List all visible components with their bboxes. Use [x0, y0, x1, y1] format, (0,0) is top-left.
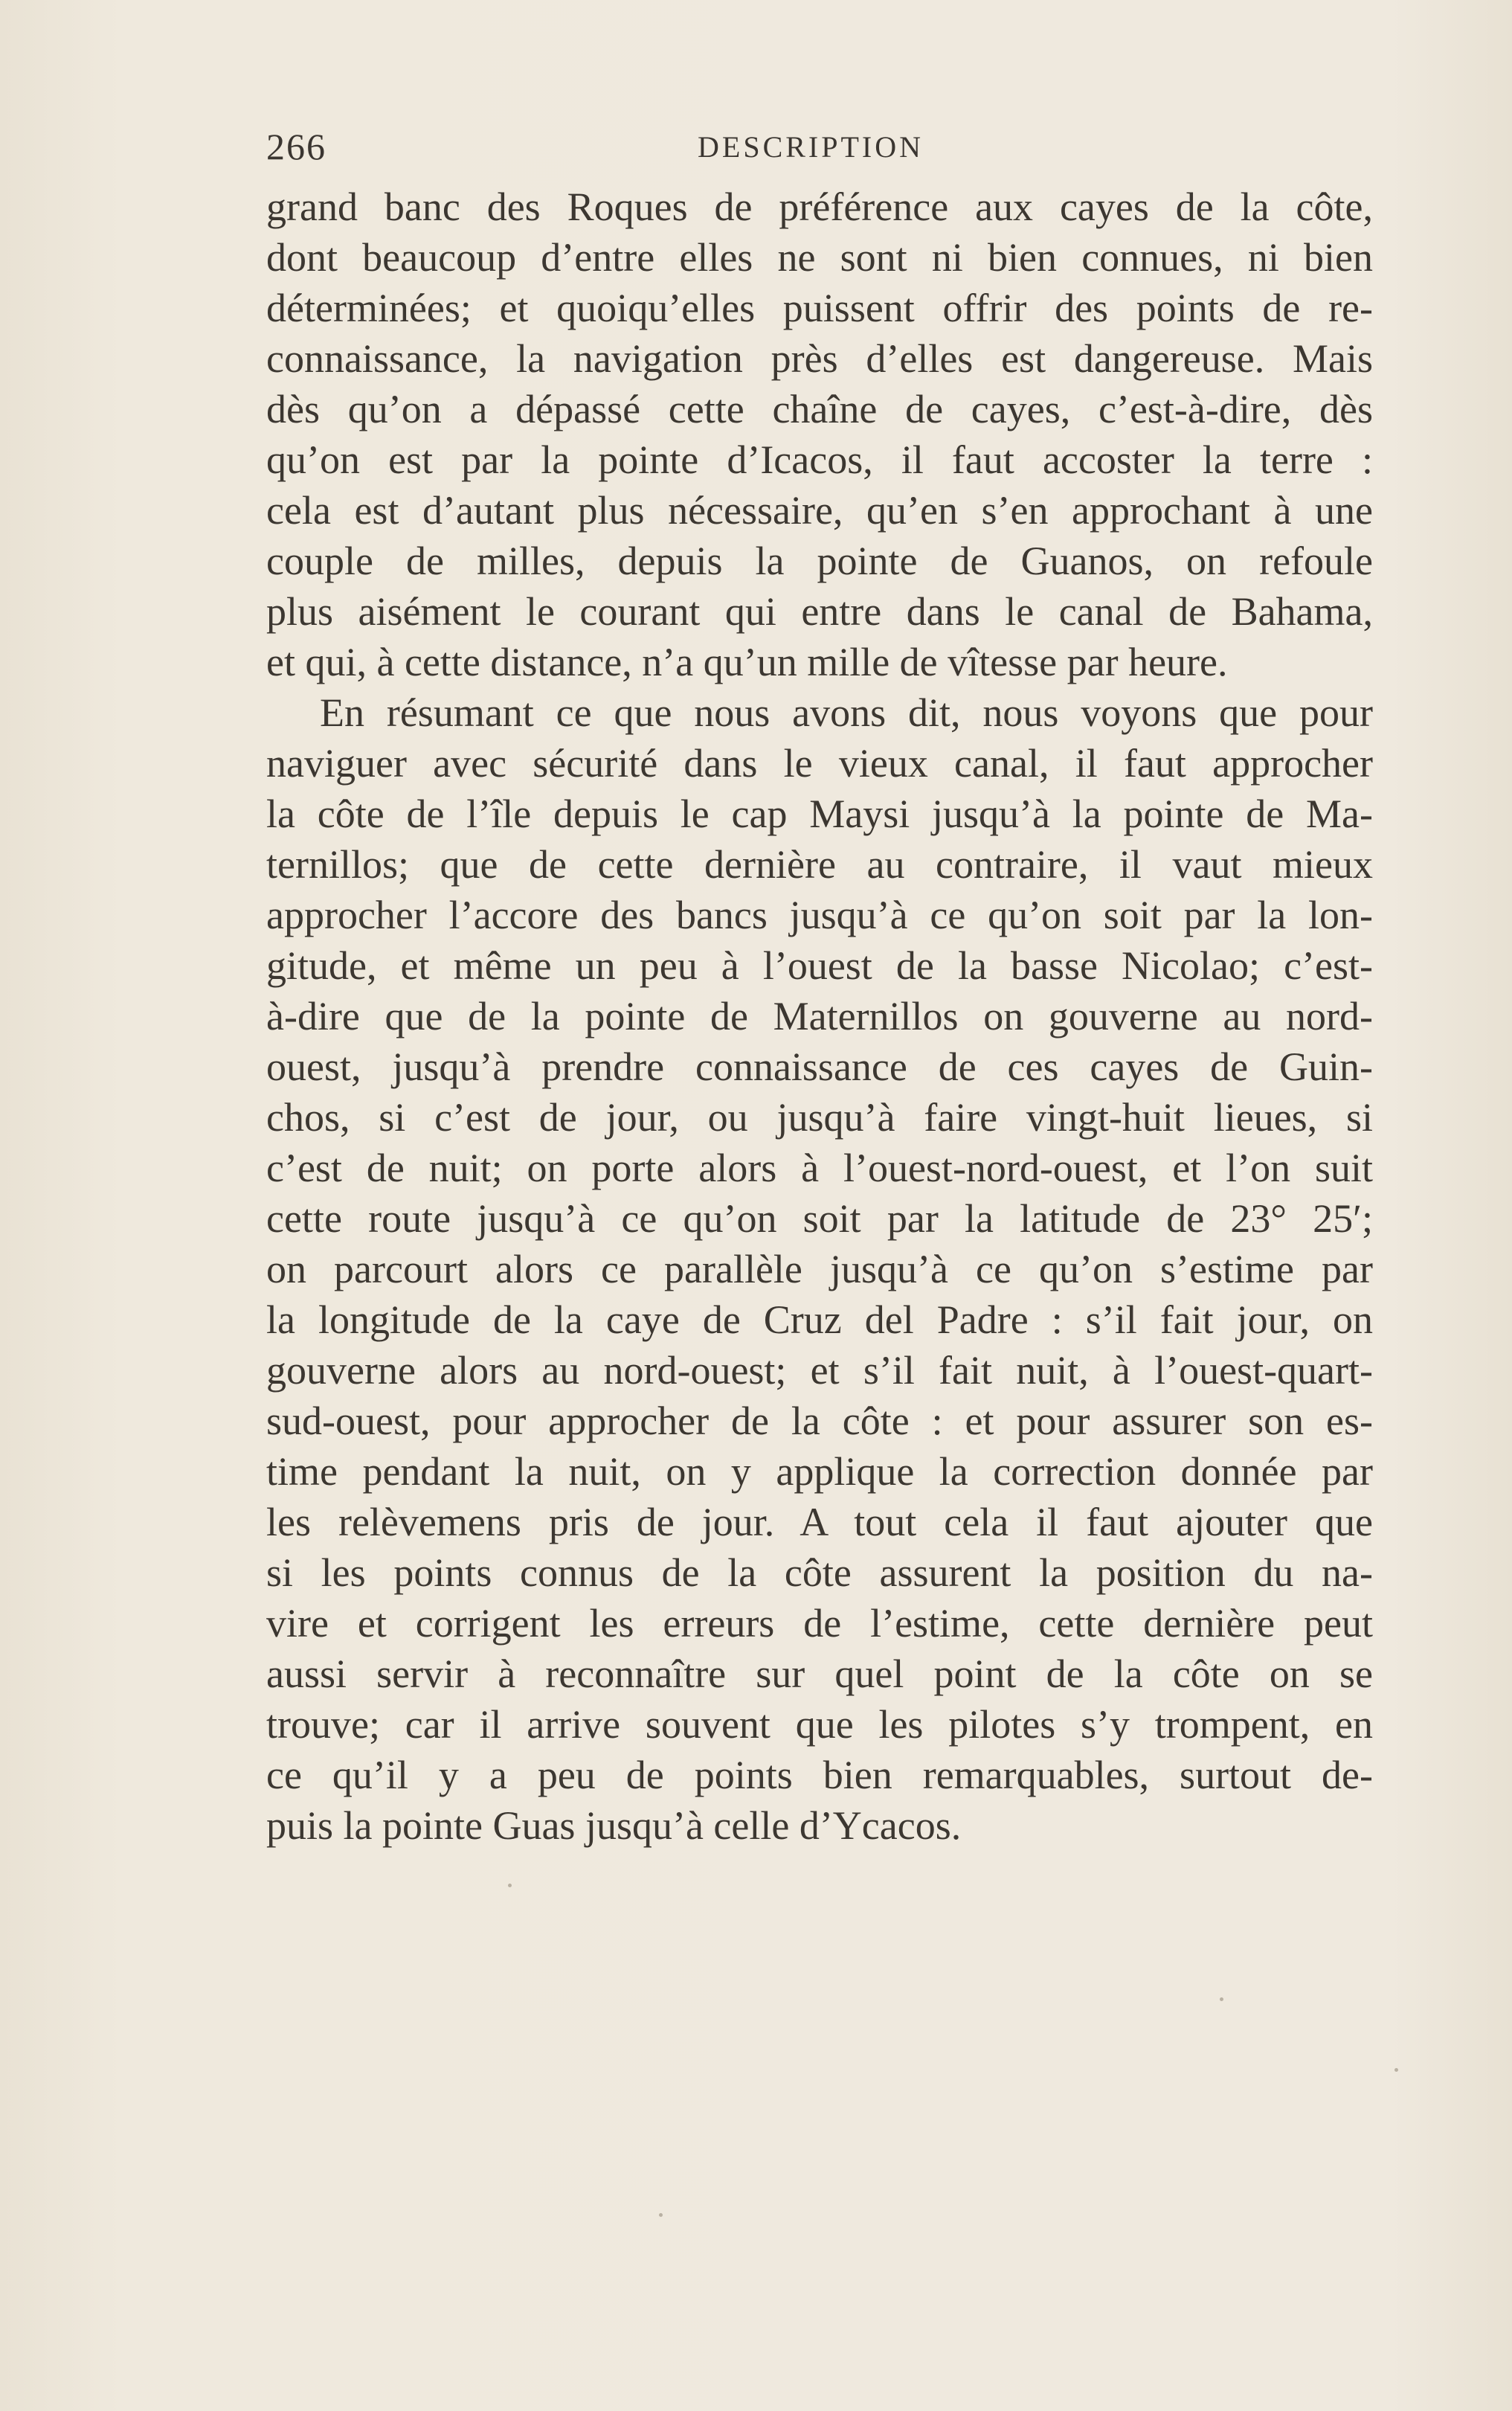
- text-line: time pendant la nuit, on y applique la correction donnée par: [266, 1449, 1373, 1494]
- text-line: cela est d’autant plus nécessaire, qu’en s’en approchant à une: [266, 488, 1373, 533]
- text-line: vire et corrigent les erreurs de l’estime, cette dernière peut: [266, 1601, 1373, 1646]
- paper-speck: [1394, 2068, 1398, 2072]
- text-line: naviguer avec sécurité dans le vieux canal, il faut approcher: [266, 741, 1373, 786]
- text-line: chos, si c’est de jour, ou jusqu’à faire vingt-huit lieues, si: [266, 1095, 1373, 1140]
- text-line: dès qu’on a dépassé cette chaîne de cayes, c’est-à-dire, dès: [266, 387, 1373, 431]
- running-head: [266, 125, 936, 170]
- paper-speck: [659, 2213, 663, 2217]
- text-line: aussi servir à reconnaître sur quel point de la côte on se: [266, 1651, 1373, 1696]
- text-line: sud-ouest, pour approcher de la côte : et pour assurer son es-: [266, 1399, 1373, 1443]
- text-line: connaissance, la navigation près d’elles est dangereuse. Mais: [266, 336, 1373, 381]
- text-line: cette route jusqu’à ce qu’on soit par la latitude de 23° 25′;: [266, 1196, 1373, 1241]
- page-number: 266: [266, 126, 326, 167]
- running-title: DESCRIPTION: [698, 130, 924, 164]
- text-line: les relèvemens pris de jour. A tout cela il faut ajouter que: [266, 1500, 1373, 1544]
- text-line: déterminées; et quoiqu’elles puissent offrir des points de re-: [266, 286, 1373, 330]
- text-line: si les points connus de la côte assurent la position du na-: [266, 1550, 1373, 1595]
- text-line: plus aisément le courant qui entre dans le canal de Bahama,: [266, 589, 1373, 634]
- paper-speck: [508, 1884, 512, 1887]
- paragraph-start-line: En résumant ce que nous avons dit, nous voyons que pour: [320, 690, 1373, 735]
- text-line: gitude, et même un peu à l’ouest de la basse Nicolao; c’est-: [266, 943, 1373, 988]
- text-line: ternillos; que de cette dernière au contraire, il vaut mieux: [266, 842, 1373, 887]
- paper-speck: [1220, 1997, 1223, 2001]
- text-line: approcher l’accore des bancs jusqu’à ce qu’on soit par la lon-: [266, 893, 1373, 937]
- text-line: ouest, jusqu’à prendre connaissance de ces cayes de Guin-: [266, 1044, 1373, 1089]
- text-line: ce qu’il y a peu de points bien remarquables, surtout de-: [266, 1753, 1373, 1797]
- paragraph-end-line: puis la pointe Guas jusqu’à celle d’Ycacos.: [266, 1803, 962, 1848]
- paragraph-end-line: et qui, à cette distance, n’a qu’un mille de vîtesse par heure.: [266, 640, 1228, 684]
- body-text: [266, 182, 1373, 1851]
- text-line: la côte de l’île depuis le cap Maysi jusqu’à la pointe de Ma-: [266, 792, 1373, 836]
- text-line: c’est de nuit; on porte alors à l’ouest-nord-ouest, et l’on suit: [266, 1146, 1373, 1190]
- text-line: la longitude de la caye de Cruz del Padre : s’il fait jour, on: [266, 1297, 1373, 1342]
- text-line: à-dire que de la pointe de Maternillos on gouverne au nord-: [266, 994, 1373, 1038]
- text-line: couple de milles, depuis la pointe de Guanos, on refoule: [266, 539, 1373, 583]
- text-line: grand banc des Roques de préférence aux cayes de la côte,: [266, 184, 1373, 229]
- text-line: trouve; car il arrive souvent que les pilotes s’y trompent, en: [266, 1702, 1373, 1747]
- text-line: gouverne alors au nord-ouest; et s’il fait nuit, à l’ouest-quart-: [266, 1348, 1373, 1393]
- text-line: on parcourt alors ce parallèle jusqu’à ce qu’on s’estime par: [266, 1247, 1373, 1291]
- text-line: dont beaucoup d’entre elles ne sont ni bien connues, ni bien: [266, 235, 1373, 280]
- text-line: qu’on est par la pointe d’Icacos, il faut accoster la terre :: [266, 437, 1373, 482]
